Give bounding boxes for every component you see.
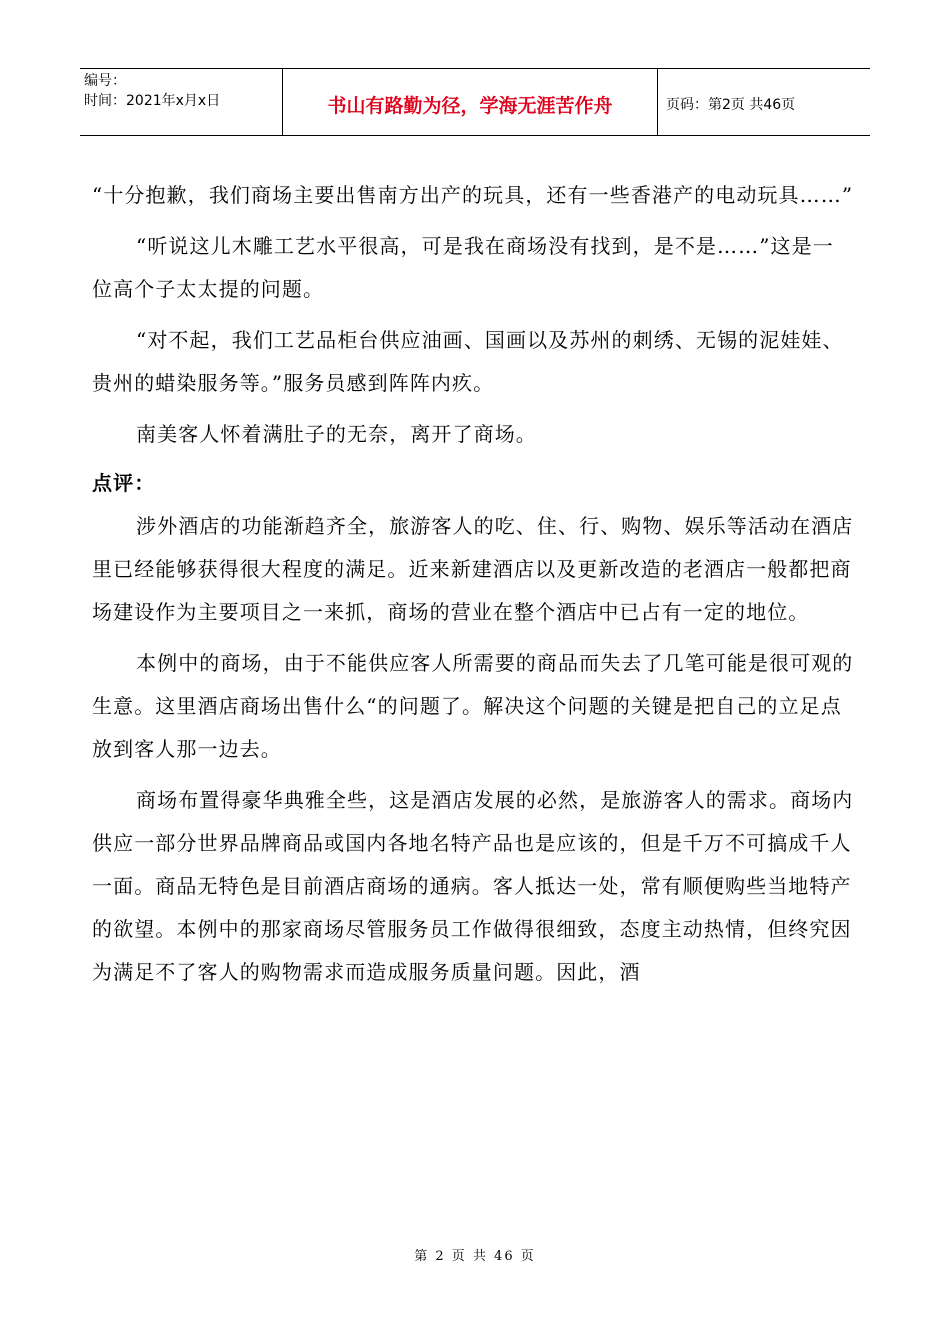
number-label: 编号： <box>84 73 126 89</box>
date-line: 时间：2021年x月x日 <box>84 93 221 109</box>
review-paragraph: 商场布置得豪华典雅全些，这是酒店发展的必然，是旅游客人的需求。商场内供应一部分世界品牌商品或国内各地名特产品也是应该的，但是千万不可搞成千人一面。商品无特色是目前酒店商场的通病。客人抵达一处，常有顺便购些当地特产的欲望。本例中的那家商场尽管服务员工作做得很细致，态度主动热情，但终究因为满足不了客人的购物需求而造成服务质量问题。因此，酒 <box>92 788 854 984</box>
dialogue-paragraph: “对不起，我们工艺品柜台供应油画、国画以及苏州的刺绣、无锡的泥娃娃、贵州的蜡染服务等。”服务员感到阵阵内疚。 <box>92 328 844 395</box>
review-paragraph: 本例中的商场，由于不能供应客人所需要的商品而失去了几笔可能是很可观的生意。这里酒店商场出售什么“的问题了。解决这个问题的关键是把自己的立足点放到客人那一边去。 <box>92 651 854 761</box>
header-motto: 书山有路勤为径，学海无涯苦作舟 <box>282 69 658 135</box>
page-header <box>80 68 870 136</box>
section-heading: 点评： <box>92 471 156 495</box>
dialogue-paragraph: “听说这儿木雕工艺水平很高，可是我在商场没有找到，是不是……”这是一位高个子太太提的问题。 <box>92 234 834 301</box>
header-page-info: 页码：第2页 共46页 <box>666 97 796 113</box>
header-meta <box>80 69 282 135</box>
dialogue-paragraph: “十分抱歉，我们商场主要出售南方出产的玩具，还有一些香港产的电动玩具……” <box>92 183 854 207</box>
document-body <box>92 174 854 994</box>
narrative-paragraph: 南美客人怀着满肚子的无奈，离开了商场。 <box>136 422 537 446</box>
page-footer: 第 2 页 共 46 页 <box>414 1249 536 1264</box>
review-paragraph: 涉外酒店的功能渐趋齐全，旅游客人的吃、住、行、购物、娱乐等活动在酒店里已经能够获得很大程度的满足。近来新建酒店以及更新改造的老酒店一般都把商场建设作为主要项目之一来抓，商场的营业在整个酒店中已占有一定的地位。 <box>92 514 854 624</box>
